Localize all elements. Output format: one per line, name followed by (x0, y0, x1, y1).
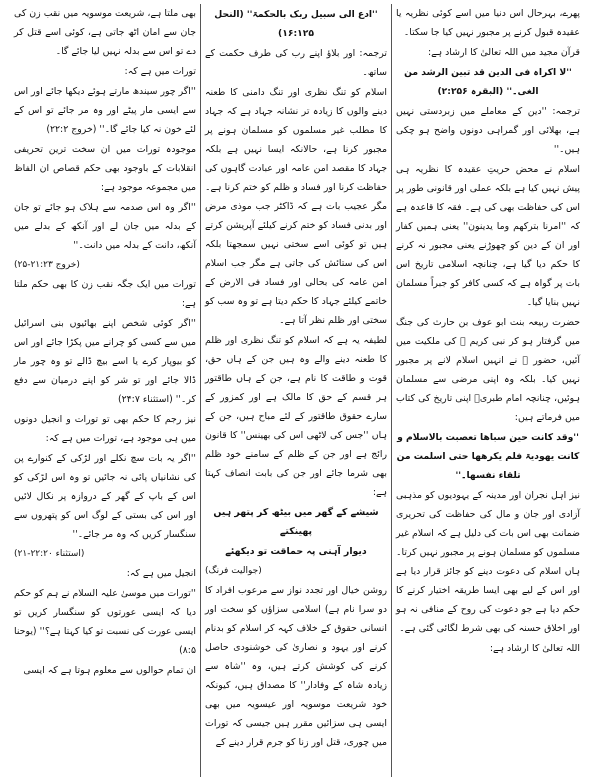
mid-col-quote-5: دیوار آہنی پہ حماقت تو دیکھئے (225, 546, 367, 557)
right-col-para-4: اسلام نے محض حریتِ عقیدہ کا نظریہ ہی پیش نہیں کیا ہے بلکہ عملی اور قانونی طور پر اس کی حفاظت بھی کی ہے۔ فقہ کا قاعدہ ہے کہ ''امرنا بترکھم وما یدینون'' یعنی ہمیں کفار اور ان کے دین کو چھوڑنے یعنی مجبور نہ کرنے کا حکم دیا گیا ہے، چنانچہ اسلامی تاریخ اس بات پر گواہ ہے کہ کسی کافر کو جبراً مسلمان نہیں بنایا گیا۔ (396, 164, 580, 308)
middle-column (200, 4, 392, 777)
right-col-para-5: حضرت ربیعہ بنت ابو عوف بن حارث کی جنگ میں گرفتار ہو کر نبی کریم ﷺ کی ملکیت میں آئیں، حضور ﷺ نے انہیں اسلام لانے پر مجبور نہیں کیا۔ بلکہ وہ اپنی مرضی سے مسلمان ہوئیں، چنانچہ امام طبریؒ اپنی تاریخ کی کتاب میں فرماتے ہیں: (396, 317, 580, 423)
left-col-ref-10: (استثناء ۲۲:۲۰-۲۱) (14, 549, 85, 559)
mid-col-quote-4: شیشے کے گھر میں بیٹھ کر پتھر ہیں پھینکتے (213, 507, 379, 537)
left-col-para-3: موجودہ تورات میں ان سخت ترین تحریفی انقلابات کے باوجود بھی حکم قصاص ان الفاظ میں مجموعہ موجود ہے: (14, 144, 196, 193)
mid-col-para-7: روشن خیال اور تجدد نواز سے مرعوب افراد کا دو سرا نام ہے) اسلامی سزاؤں کو سخت اور انسانی حقوق کے خلاف کہہ کر اسلام کو بدنام کرنے اور یہود و نصاریٰ کی خوشنودی حاصل کرنے کی کوشش کرتے ہیں، وہ ''شاہ سے زیادہ شاہ کے وفادار'' کا مصداق ہیں، کیونکہ خود شریعت موسویہ اور عیسویہ میں بھی ایسی ہی سزائیں مقرر ہیں جیسی کہ تورات میں چوری، قتل اور زنا کو جرم قرار دینے کے (205, 585, 387, 748)
right-col-para-1: قرآن مجید میں اللہ تعالیٰ کا ارشاد ہے: (427, 47, 580, 58)
left-col-para-11: انجیل میں ہے کہ: (126, 568, 196, 579)
mid-col-para-2: اسلام کو تنگ نظری اور تنگ دامنی کا طعنہ دینے والوں کا زیادہ تر نشانہ جہاد ہے کہ جہاد کا مطلب غیر مسلموں کو مسلمان ہونے پر مجبور کرنا ہے، حالانکہ ایسا نہیں ہے بلکہ جہاد کا مقصد امن عامہ اور عبادت گاہوں کی حفاظت کرنا اور فساد و ظلم کو ختم کرنا ہے۔ مگر عجیب بات ہے کہ ڈاکٹر جب موذی مرض اور بدنی فساد کو ختم کرنے کیلئے آپریشن کرتے ہیں تو کوئی اسے سختی نہیں سمجھتا بلکہ اس کی ستائش کی جاتی ہے مگر جب اسلام امن عامہ کی بحالی اور فساد فی الارض کے خاتمے کیلئے جہاد کا حکم دیتا ہے تو وہ سب کو سختی اور ظلم نظر آتا ہے۔ (205, 87, 387, 326)
mid-col-ref-6: (جوالیت فرنگ) (205, 566, 262, 576)
left-column (10, 4, 200, 777)
right-col-para-7: نیز اہل نجران اور مدینہ کے یہودیوں کو مذہبی آزادی اور جان و مال کی حفاظت کی تحریری ضمانت بھی اس بات کی دلیل ہے کہ اسلام غیر مسلموں کو مسلمان ہونے پر مجبور نہیں کرتا۔ ہاں اسلام کی دعوت دینے کو جائز قرار دیا ہے اور اس کے لیے بھی ایسا طریقہ اختیار کرنے کا حکم دیا ہے جو دعوت کی روح کے منافی نہ ہو اور اخلاق حسنہ کی بھی شرط لگائی گئی ہے۔ (396, 490, 580, 634)
left-col-para-6: تورات میں ایک جگہ نقب زن کا بھی حکم ملتا ہے: (14, 279, 196, 309)
right-col-arabic-6: ''وقد کانت حین سباھا تعصبت بالاسلام و کانت یھودیۃ فلم یکرھھا حتی اسلمت من تلقاء نفسھا۔'' (396, 432, 580, 481)
mid-col-arabic-0: ''ادع الی سبیل ربک بالحکمۃ'' (النحل ۱۶:۱۲۵) (214, 9, 378, 39)
right-col-para-3: ترجمہ: ''دین کے معاملے میں زبردستی نہیں ہے، بھلائی اور گمراہی دونوں واضح ہو چکی ہیں۔'' (396, 106, 580, 155)
right-column (392, 4, 584, 777)
left-col-para-12: ''تورات میں موسیٰ علیہ السلام نے ہم کو حکم دیا کہ ایسی عورتوں کو سنگسار کریں تو ایسی عورت کی نسبت تو کیا کہتا ہے؟'' (یوحنا ۸:۵) (14, 588, 196, 656)
right-col-para-8: اللہ تعالیٰ کا ارشاد ہے: (489, 643, 580, 654)
right-col-para-0: پھرے، بہرحال اس دنیا میں اسے کوئی نظریہ یا عقیدہ قبول کرنے پر مجبور نہیں کیا جا سکتا۔ (396, 8, 580, 38)
left-col-para-7: ''اگر کوئی شخص اپنے بھائیوں بنی اسرائیل میں سے کسی کو چرانے میں پکڑا جائے اور اس کو بیوپار کرے یا اسے بیچ ڈالے تو وہ چور مار ڈالا جائے اور تو شر کو اپنے درمیان سے دفع کر۔'' (استثناء ۲۴:۷) (14, 318, 196, 405)
left-col-para-4: ''اگر وہ اس صدمہ سے ہلاک ہو جائے تو جان کے بدلہ میں جان لے اور آنکھ کے بدلے میں آنکھ، دانت کے بدلہ میں دانت۔'' (14, 202, 196, 251)
left-col-para-9: ''اگر یہ بات سچ نکلے اور لڑکی کے کنوارے پن کی نشانیاں پائی نہ جائیں تو وہ اس لڑکی کو اس کے باپ کے گھر کے دروازہ پر نکال لائیں اور اس کی بستی کے لوگ اس کو پتھروں سے سنگسار کریں کہ وہ مر جائے۔'' (14, 453, 196, 540)
left-col-ref-5: (خروج ۲۱:۲۳-۲۵) (14, 260, 80, 270)
left-col-para-8: نیز رجم کا حکم بھی تو تورات و انجیل دونوں میں ہی موجود ہے، تورات میں ہے کہ: (14, 414, 196, 444)
left-col-para-0: بھی ملتا ہے، شریعت موسویہ میں نقب زن کی جان سے امان اٹھ جاتی ہے، کوئی اسے قتل کر دے تو اس سے بدلہ نہیں لیا جائے گا۔ (14, 8, 196, 57)
left-col-para-2: ''اگر چور سیندھ مارتے ہوئے دیکھا جائے اور اس سے ایسی مار پیٹے اور وہ مر جائے تو اس کے لئے خون نہ کیا جائے گا۔'' (خروج ۲۲:۲) (14, 86, 196, 135)
left-col-para-13: ان تمام حوالوں سے معلوم ہوتا ہے کہ ایسی (23, 665, 196, 676)
mid-col-para-1: ترجمہ: اور بلاؤ اپنے رب کی طرف حکمت کے ساتھ۔ (205, 48, 387, 78)
left-col-para-1: تورات میں ہے کہ: (124, 66, 196, 77)
right-col-arabic-2: ''لا اکراہ فی الدین قد تبین الرشد من الغی۔'' (البقرہ ۲:۲۵۶) (404, 67, 572, 97)
mid-col-para-3: لطیفہ یہ ہے کہ اسلام کو تنگ نظری اور ظلم کا طعنہ دینے والے وہ ہیں جن کے ہاں حق، قوت و طاقت کا نام ہے، جن کے ہاں طاقتور ہر قسم کے حق کا مالک ہے اور کمزور کے سارے حقوق طاقتور کے لئے مباح ہیں، جن کے ہاں ''جس کی لاٹھی اس کی بھینس'' کا قانون رائج ہے اور جن کے ظلم کے سامنے خود ظلم بھی شرما جائے اور جن کی بابت انصاف کہتا ہے: (205, 335, 387, 498)
